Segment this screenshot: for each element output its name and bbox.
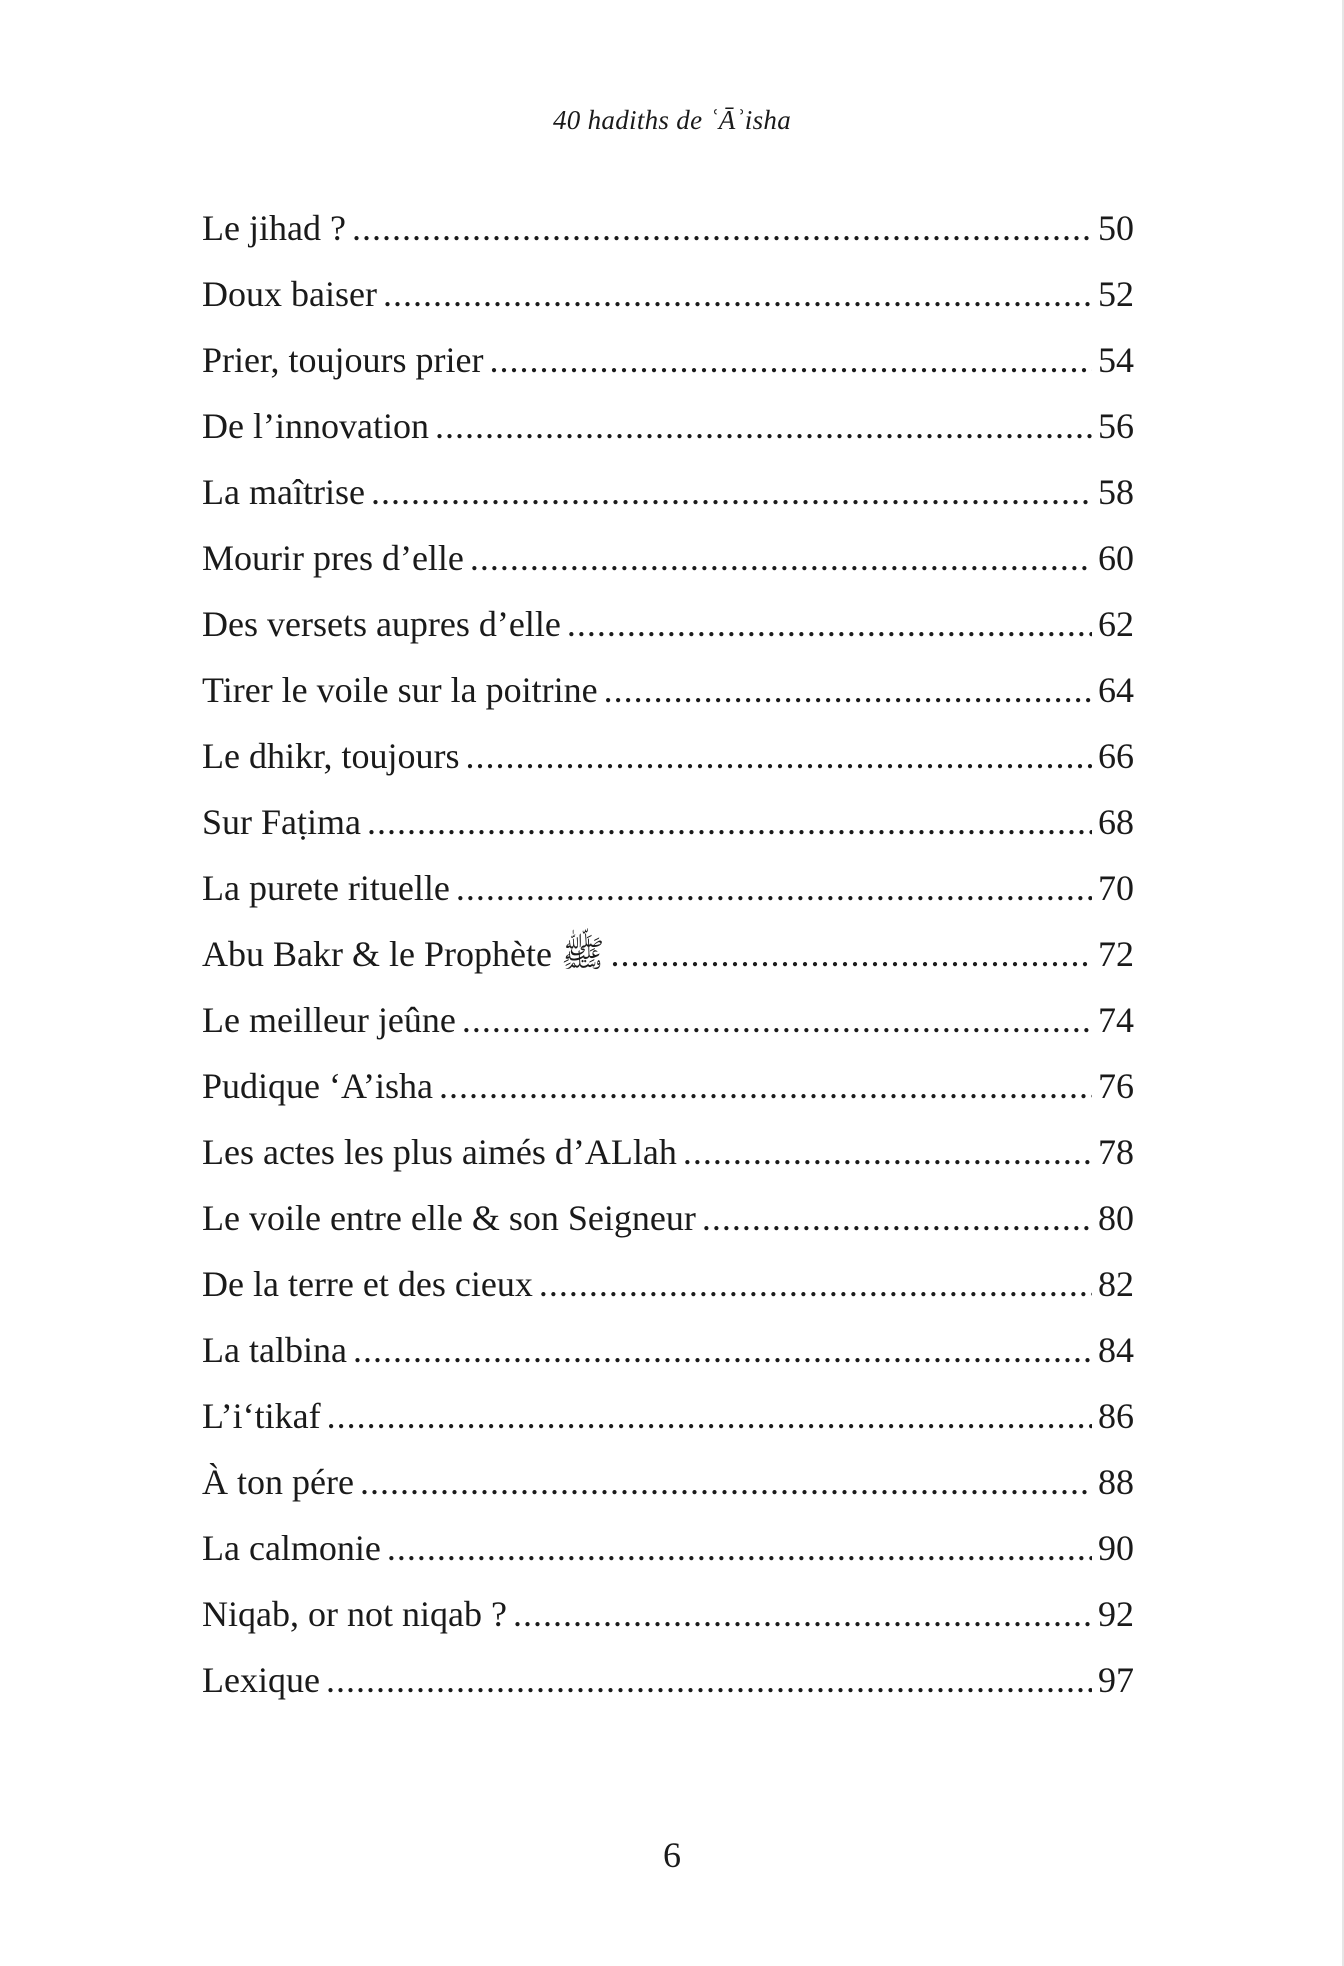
- toc-entry[interactable]: [202, 1192, 1134, 1258]
- toc-dot-leader: [567, 598, 1092, 650]
- toc-entry-page: 76: [1098, 1066, 1134, 1106]
- toc-entry[interactable]: [202, 1522, 1134, 1588]
- toc-dot-leader: [466, 730, 1092, 782]
- toc-entry-title: Sur Faṭima: [202, 802, 361, 842]
- toc-entry-page: 58: [1098, 472, 1134, 512]
- toc-entry[interactable]: [202, 1060, 1134, 1126]
- toc-entry[interactable]: [202, 1126, 1134, 1192]
- toc-entry-title: Des versets aupres d’elle: [202, 604, 561, 644]
- toc-dot-leader: [360, 1456, 1092, 1508]
- toc-dot-leader: [326, 1654, 1092, 1706]
- toc-entry-title: Le voile entre elle & son Seigneur: [202, 1198, 696, 1238]
- toc-entry-page: 50: [1098, 208, 1134, 248]
- toc-entry[interactable]: [202, 334, 1134, 400]
- toc-dot-leader: [327, 1390, 1092, 1442]
- toc-entry-title: À ton pére: [202, 1462, 354, 1502]
- toc-entry-page: 52: [1098, 274, 1134, 314]
- toc-entry-title: L’i‘tikaf: [202, 1396, 321, 1436]
- toc-entry-page: 54: [1098, 340, 1134, 380]
- toc-entry[interactable]: [202, 1654, 1134, 1720]
- toc-entry-page: 56: [1098, 406, 1134, 446]
- toc-entry-title: De l’innovation: [202, 406, 429, 446]
- toc-entry-page: 64: [1098, 670, 1134, 710]
- page-number: 6: [663, 1835, 681, 1875]
- toc-entry-page: 66: [1098, 736, 1134, 776]
- toc-entry-page: 82: [1098, 1264, 1134, 1304]
- toc-entry-title: De la terre et des cieux: [202, 1264, 533, 1304]
- toc-entry[interactable]: [202, 1324, 1134, 1390]
- toc-dot-leader: [435, 400, 1092, 452]
- toc-entry[interactable]: [202, 994, 1134, 1060]
- toc-entry-page: 90: [1098, 1528, 1134, 1568]
- toc-entry-title: Le meilleur jeûne: [202, 1000, 456, 1040]
- toc-dot-leader: [439, 1060, 1092, 1112]
- toc-entry-page: 60: [1098, 538, 1134, 578]
- toc-entry-title: Le dhikr, toujours: [202, 736, 460, 776]
- toc-entry-page: 97: [1098, 1660, 1134, 1700]
- toc-entry-title: Les actes les plus aimés d’ALlah: [202, 1132, 677, 1172]
- toc-entry[interactable]: [202, 862, 1134, 928]
- toc-entry[interactable]: [202, 928, 1134, 994]
- toc-dot-leader: [610, 928, 1092, 980]
- toc-entry-title: La calmonie: [202, 1528, 381, 1568]
- toc-entry[interactable]: [202, 796, 1134, 862]
- toc-entry-page: 68: [1098, 802, 1134, 842]
- toc-entry-page: 86: [1098, 1396, 1134, 1436]
- running-header: 40 hadiths de ʿĀʾisha: [552, 105, 792, 135]
- toc-entry[interactable]: [202, 202, 1134, 268]
- toc-entry-page: 70: [1098, 868, 1134, 908]
- toc-entry-page: 78: [1098, 1132, 1134, 1172]
- toc-dot-leader: [539, 1258, 1092, 1310]
- toc-dot-leader: [513, 1588, 1092, 1640]
- toc-entry-title: La purete rituelle: [202, 868, 450, 908]
- toc-entry-page: 74: [1098, 1000, 1134, 1040]
- toc-entry[interactable]: [202, 532, 1134, 598]
- toc-entry-title: Lexique: [202, 1660, 320, 1700]
- toc-dot-leader: [462, 994, 1092, 1046]
- table-of-contents: [202, 202, 1134, 1720]
- toc-entry-title: Pudique ‘A’isha: [202, 1066, 433, 1106]
- toc-dot-leader: [383, 268, 1092, 320]
- toc-dot-leader: [371, 466, 1092, 518]
- toc-dot-leader: [352, 202, 1092, 254]
- toc-entry[interactable]: [202, 268, 1134, 334]
- toc-entry-page: 92: [1098, 1594, 1134, 1634]
- toc-dot-leader: [456, 862, 1092, 914]
- toc-entry-page: 72: [1098, 934, 1134, 974]
- toc-entry-title: Mourir pres d’elle: [202, 538, 464, 578]
- toc-entry[interactable]: [202, 598, 1134, 664]
- toc-entry-title: Abu Bakr & le Prophète ﷺ: [202, 934, 605, 974]
- toc-dot-leader: [604, 664, 1092, 716]
- toc-entry[interactable]: [202, 1390, 1134, 1456]
- toc-entry-title: Le jihad ?: [202, 208, 346, 248]
- toc-entry-title: Prier, toujours prier: [202, 340, 484, 380]
- toc-entry-page: 88: [1098, 1462, 1134, 1502]
- toc-entry[interactable]: [202, 400, 1134, 466]
- toc-entry[interactable]: [202, 1456, 1134, 1522]
- toc-dot-leader: [683, 1126, 1092, 1178]
- toc-dot-leader: [470, 532, 1092, 584]
- toc-entry[interactable]: [202, 1258, 1134, 1324]
- toc-dot-leader: [702, 1192, 1092, 1244]
- toc-dot-leader: [367, 796, 1092, 848]
- toc-entry-title: La talbina: [202, 1330, 347, 1370]
- toc-entry-title: Tirer le voile sur la poitrine: [202, 670, 598, 710]
- toc-entry[interactable]: [202, 664, 1134, 730]
- toc-dot-leader: [353, 1324, 1092, 1376]
- toc-dot-leader: [387, 1522, 1092, 1574]
- toc-dot-leader: [490, 334, 1093, 386]
- toc-entry[interactable]: [202, 466, 1134, 532]
- toc-entry[interactable]: [202, 1588, 1134, 1654]
- toc-entry-page: 84: [1098, 1330, 1134, 1370]
- toc-entry-title: Niqab, or not niqab ?: [202, 1594, 507, 1634]
- toc-entry-title: Doux baiser: [202, 274, 377, 314]
- toc-entry[interactable]: [202, 730, 1134, 796]
- toc-entry-title: La maîtrise: [202, 472, 365, 512]
- toc-entry-page: 80: [1098, 1198, 1134, 1238]
- toc-entry-page: 62: [1098, 604, 1134, 644]
